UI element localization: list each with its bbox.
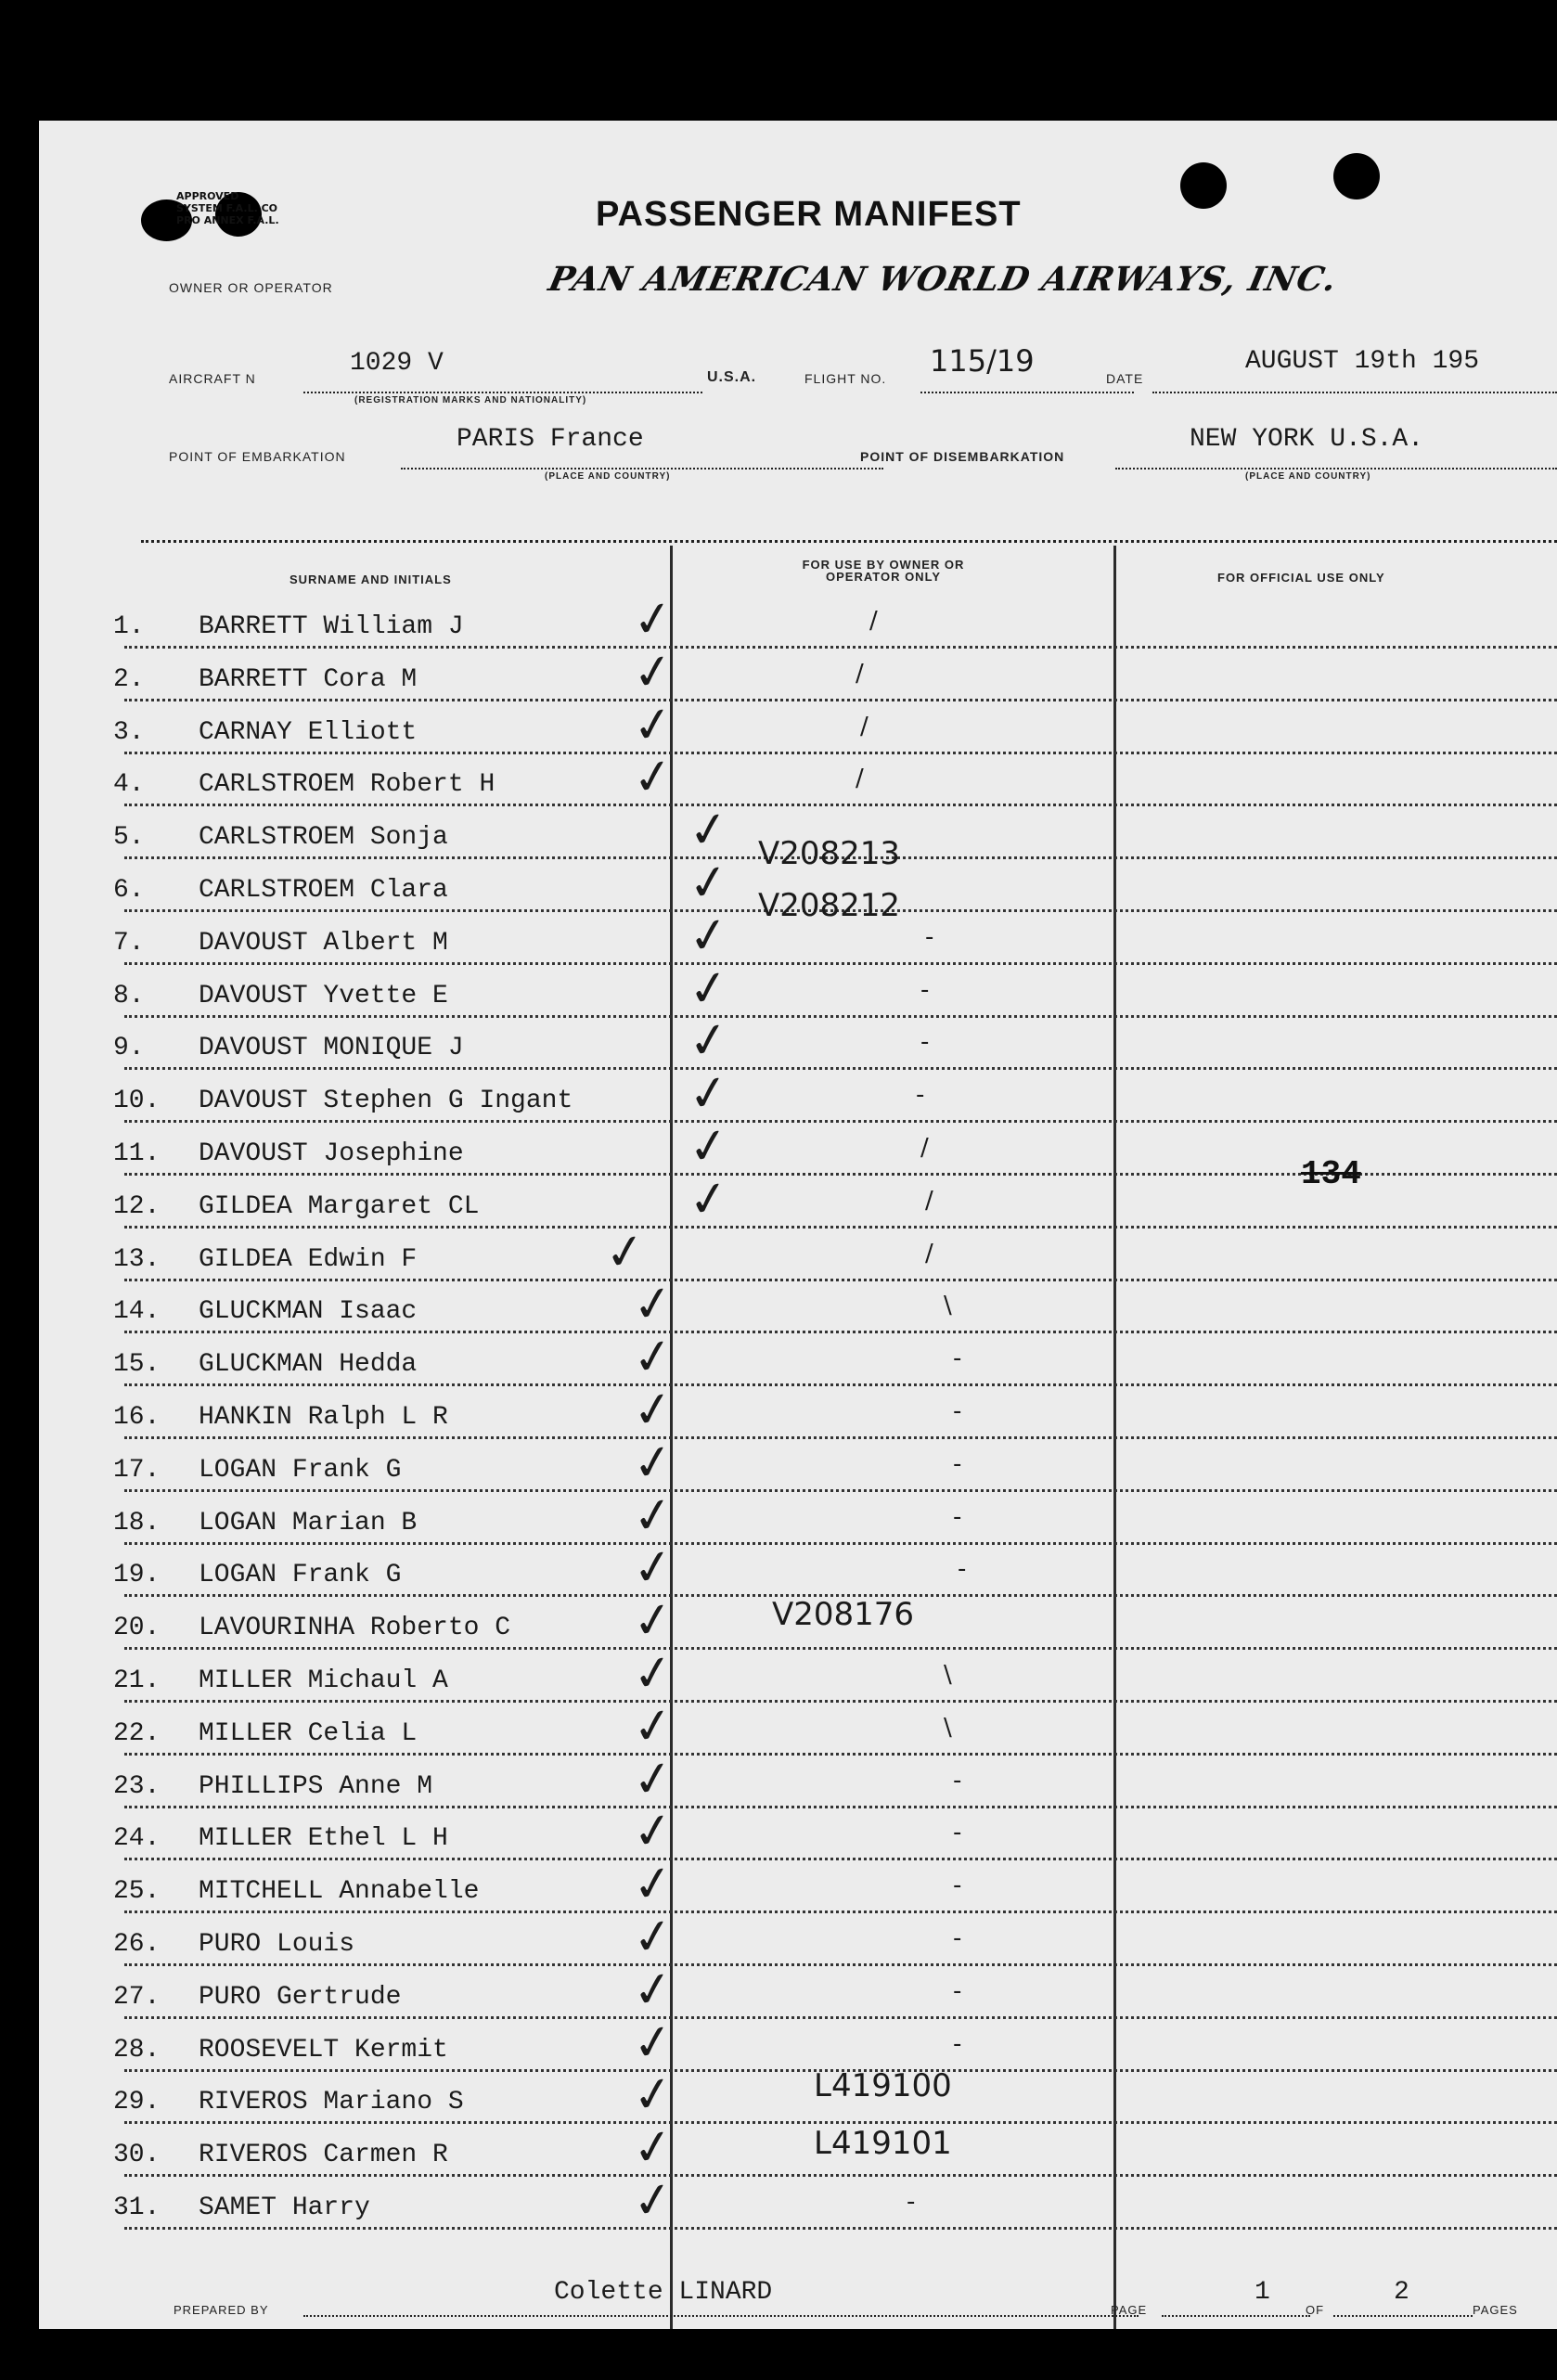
- check-mark-icon: ✓: [685, 1010, 733, 1073]
- row-rule: [124, 1015, 1557, 1018]
- passenger-name: GILDEA Edwin F: [199, 1244, 418, 1274]
- passenger-name: CARNAY Elliott: [199, 717, 418, 747]
- row-number: 4.: [113, 770, 145, 800]
- row-rule: [124, 1858, 1557, 1860]
- airline-name: PAN AMERICAN WORLD AIRWAYS, INC.: [545, 260, 1342, 299]
- passenger-name: BARRETT Cora M: [199, 664, 418, 694]
- row-number: 3.: [113, 717, 145, 747]
- passenger-name: MILLER Michaul A: [199, 1666, 448, 1695]
- row-number: 23.: [113, 1771, 161, 1801]
- flight-label: FLIGHT NO.: [804, 371, 887, 386]
- row-number: 13.: [113, 1244, 161, 1274]
- row-rule: [124, 2227, 1557, 2230]
- row-number: 21.: [113, 1666, 161, 1695]
- embark-sub: (PLACE AND COUNTRY): [545, 471, 671, 482]
- row-rule: [124, 2121, 1557, 2124]
- tick-mark-icon: -: [907, 2188, 916, 2216]
- row-number: 10.: [113, 1087, 161, 1116]
- check-mark-icon: ✓: [629, 2012, 677, 2074]
- passenger-name: RIVEROS Carmen R: [199, 2141, 448, 2170]
- check-mark-icon: ✓: [629, 1590, 677, 1652]
- passenger-name: GLUCKMAN Isaac: [199, 1297, 418, 1327]
- check-mark-icon: ✓: [629, 747, 677, 809]
- handwritten-number: L419100: [814, 2067, 952, 2104]
- tick-mark-icon: -: [920, 975, 930, 1004]
- tick-mark-icon: -: [925, 922, 934, 951]
- check-mark-icon: ✓: [685, 853, 733, 914]
- row-rule: [124, 1910, 1557, 1913]
- check-mark-icon: ✓: [629, 694, 677, 756]
- passenger-name: DAVOUST Josephine: [199, 1139, 464, 1168]
- row-number: 22.: [113, 1718, 161, 1748]
- check-mark-icon: ✓: [629, 2117, 677, 2179]
- tick-mark-icon: -: [953, 1344, 962, 1373]
- passenger-name: SAMET Harry: [199, 2193, 370, 2222]
- passenger-name: LOGAN Marian B: [199, 1508, 418, 1537]
- passenger-name: CARLSTROEM Robert H: [199, 770, 495, 800]
- row-rule: [124, 804, 1557, 806]
- owner-label: OWNER OR OPERATOR: [169, 280, 333, 295]
- col-header-official: FOR OFFICIAL USE ONLY: [1217, 571, 1385, 585]
- stamp-line: PRO ANNEX F.A.L.: [176, 214, 279, 226]
- row-number: 16.: [113, 1403, 161, 1432]
- check-mark-icon: ✓: [629, 1380, 677, 1441]
- check-mark-icon: ✓: [685, 1116, 733, 1177]
- disembark-sub: (PLACE AND COUNTRY): [1245, 471, 1371, 482]
- prepared-label: PREPARED BY: [174, 2303, 269, 2317]
- row-number: 28.: [113, 2035, 161, 2065]
- row-rule: [124, 1647, 1557, 1650]
- passenger-name: MILLER Celia L: [199, 1718, 418, 1748]
- passenger-name: LOGAN Frank G: [199, 1455, 402, 1485]
- tick-mark-icon: -: [953, 1819, 962, 1847]
- handwritten-number: L419101: [814, 2125, 952, 2162]
- tick-mark-icon: -: [953, 1766, 962, 1795]
- passenger-name: MILLER Ethel L H: [199, 1824, 448, 1854]
- passenger-name: PHILLIPS Anne M: [199, 1771, 433, 1801]
- check-mark-icon: ✓: [629, 1960, 677, 2021]
- check-mark-icon: ✓: [629, 1854, 677, 1915]
- passenger-name: LOGAN Frank G: [199, 1561, 402, 1590]
- tick-mark-icon: -: [953, 1924, 962, 1952]
- check-mark-icon: ✓: [629, 1537, 677, 1600]
- aircraft-label: AIRCRAFT N: [169, 371, 256, 386]
- tick-mark-icon: -: [953, 1397, 962, 1425]
- handwritten-number: V208176: [772, 1596, 915, 1633]
- row-number: 18.: [113, 1508, 161, 1537]
- passenger-name: PURO Louis: [199, 1930, 355, 1959]
- tick-mark-icon: /: [856, 659, 864, 688]
- passenger-name: DAVOUST MONIQUE J: [199, 1034, 464, 1063]
- check-mark-icon: ✓: [629, 2065, 677, 2127]
- check-mark-icon: ✓: [629, 1274, 677, 1336]
- check-mark-icon: ✓: [685, 800, 733, 861]
- check-mark-icon: ✓: [629, 1433, 677, 1494]
- row-number: 5.: [113, 823, 145, 853]
- row-number: 15.: [113, 1350, 161, 1380]
- page-title: PASSENGER MANIFEST: [596, 195, 1022, 234]
- row-rule: [124, 1331, 1557, 1333]
- row-number: 6.: [113, 876, 145, 905]
- row-rule: [124, 699, 1557, 701]
- tick-mark-icon: \: [944, 1292, 952, 1320]
- page-value: 1: [1255, 2278, 1270, 2307]
- flight-value: 115/19: [930, 343, 1035, 379]
- check-mark-icon: ✓: [685, 1063, 733, 1125]
- tick-mark-icon: \: [944, 1661, 952, 1689]
- tick-mark-icon: /: [860, 712, 869, 740]
- row-number: 31.: [113, 2193, 161, 2222]
- tick-mark-icon: /: [856, 765, 864, 793]
- row-rule: [124, 2016, 1557, 2019]
- check-mark-icon: ✓: [629, 1748, 677, 1810]
- tick-mark-icon: /: [925, 1186, 933, 1215]
- country-label: U.S.A.: [707, 369, 757, 385]
- row-rule: [124, 962, 1557, 965]
- passenger-name: DAVOUST Yvette E: [199, 981, 448, 1010]
- page-label: PAGE: [1111, 2303, 1148, 2317]
- row-rule: [124, 1489, 1557, 1492]
- tick-mark-icon: -: [953, 1502, 962, 1531]
- row-rule: [124, 1226, 1557, 1229]
- passenger-name: GLUCKMAN Hedda: [199, 1350, 418, 1380]
- check-mark-icon: ✓: [629, 589, 677, 650]
- tick-mark-icon: -: [953, 2029, 962, 2058]
- row-rule: [124, 1963, 1557, 1966]
- passenger-name: HANKIN Ralph L R: [199, 1403, 448, 1432]
- tick-mark-icon: /: [920, 1134, 929, 1162]
- tick-mark-icon: -: [953, 1872, 962, 1900]
- check-mark-icon: ✓: [601, 1221, 650, 1283]
- stamp-line: SYSTEM F.A.L. CO: [176, 202, 278, 214]
- check-mark-icon: ✓: [629, 1696, 677, 1757]
- col-header-owner: FOR USE BY OWNER OR OPERATOR ONLY: [802, 558, 965, 584]
- col-header-surname: SURNAME AND INITIALS: [290, 572, 452, 586]
- tick-mark-icon: -: [920, 1028, 930, 1057]
- check-mark-icon: ✓: [685, 906, 733, 967]
- row-rule: [124, 1542, 1557, 1545]
- passenger-name: GILDEA Margaret CL: [199, 1191, 480, 1221]
- passenger-name: LAVOURINHA Roberto C: [199, 1614, 511, 1643]
- tick-mark-icon: \: [944, 1713, 952, 1742]
- stamp-line: APPROVED: [176, 190, 239, 202]
- of-label: OF: [1306, 2303, 1325, 2317]
- row-rule: [124, 1279, 1557, 1281]
- row-number: 7.: [113, 928, 145, 958]
- row-rule: [124, 1067, 1557, 1070]
- prepared-value: Colette LINARD: [554, 2278, 773, 2307]
- row-number: 27.: [113, 1982, 161, 2012]
- official-mark: 134: [1301, 1155, 1361, 1193]
- date-value: AUGUST 19th 195: [1245, 347, 1480, 376]
- aircraft-sub: (REGISTRATION MARKS AND NATIONALITY): [354, 395, 587, 405]
- of-value: 2: [1394, 2278, 1409, 2307]
- row-rule: [124, 646, 1557, 649]
- passenger-name: CARLSTROEM Sonja: [199, 823, 448, 853]
- row-number: 9.: [113, 1034, 145, 1063]
- row-number: 17.: [113, 1455, 161, 1485]
- passenger-name: BARRETT William J: [199, 612, 464, 641]
- aircraft-value: 1029 V: [350, 349, 444, 378]
- row-number: 12.: [113, 1191, 161, 1221]
- row-rule: [124, 1383, 1557, 1386]
- row-number: 1.: [113, 612, 145, 641]
- row-rule: [124, 1436, 1557, 1439]
- check-mark-icon: ✓: [629, 642, 677, 703]
- row-number: 26.: [113, 1930, 161, 1959]
- embark-label: POINT OF EMBARKATION: [169, 449, 346, 464]
- manifest-sheet: [39, 121, 1557, 2329]
- row-number: 11.: [113, 1139, 161, 1168]
- check-mark-icon: ✓: [629, 1907, 677, 1968]
- disembark-value: NEW YORK U.S.A.: [1190, 425, 1424, 454]
- check-mark-icon: ✓: [629, 1801, 677, 1863]
- row-rule: [124, 1700, 1557, 1703]
- row-number: 19.: [113, 1561, 161, 1590]
- disembark-label: POINT OF DISEMBARKATION: [860, 449, 1065, 464]
- row-number: 20.: [113, 1614, 161, 1643]
- tick-mark-icon: /: [869, 607, 878, 635]
- check-mark-icon: ✓: [629, 1327, 677, 1388]
- row-rule: [124, 1806, 1557, 1808]
- row-number: 30.: [113, 2141, 161, 2170]
- row-number: 24.: [113, 1824, 161, 1854]
- check-mark-icon: ✓: [685, 958, 733, 1020]
- row-rule: [124, 752, 1557, 754]
- passenger-name: MITCHELL Annabelle: [199, 1877, 480, 1907]
- passenger-name: ROOSEVELT Kermit: [199, 2035, 448, 2065]
- tick-mark-icon: -: [916, 1081, 925, 1110]
- check-mark-icon: ✓: [629, 2170, 677, 2232]
- row-rule: [124, 2174, 1557, 2177]
- passenger-name: DAVOUST Stephen G Ingant: [199, 1087, 573, 1116]
- row-number: 2.: [113, 664, 145, 694]
- row-number: 14.: [113, 1297, 161, 1327]
- passenger-table: [39, 121, 1557, 2329]
- row-number: 25.: [113, 1877, 161, 1907]
- date-label: DATE: [1106, 371, 1144, 386]
- passenger-name: DAVOUST Albert M: [199, 928, 448, 958]
- row-number: 8.: [113, 981, 145, 1010]
- passenger-name: PURO Gertrude: [199, 1982, 402, 2012]
- tick-mark-icon: -: [958, 1555, 967, 1584]
- tick-mark-icon: -: [953, 1976, 962, 2005]
- check-mark-icon: ✓: [629, 1485, 677, 1547]
- pages-label: PAGES: [1473, 2303, 1518, 2317]
- passenger-name: CARLSTROEM Clara: [199, 876, 448, 905]
- row-rule: [124, 1120, 1557, 1123]
- check-mark-icon: ✓: [685, 1169, 733, 1230]
- passenger-name: RIVEROS Mariano S: [199, 2088, 464, 2117]
- tick-mark-icon: -: [953, 1449, 962, 1478]
- handwritten-number: V208212: [758, 887, 901, 924]
- check-mark-icon: ✓: [629, 1643, 677, 1705]
- handwritten-number: V208213: [758, 835, 901, 872]
- row-rule: [124, 1753, 1557, 1756]
- tick-mark-icon: /: [925, 1239, 933, 1267]
- embark-value: PARIS France: [457, 425, 644, 454]
- row-number: 29.: [113, 2088, 161, 2117]
